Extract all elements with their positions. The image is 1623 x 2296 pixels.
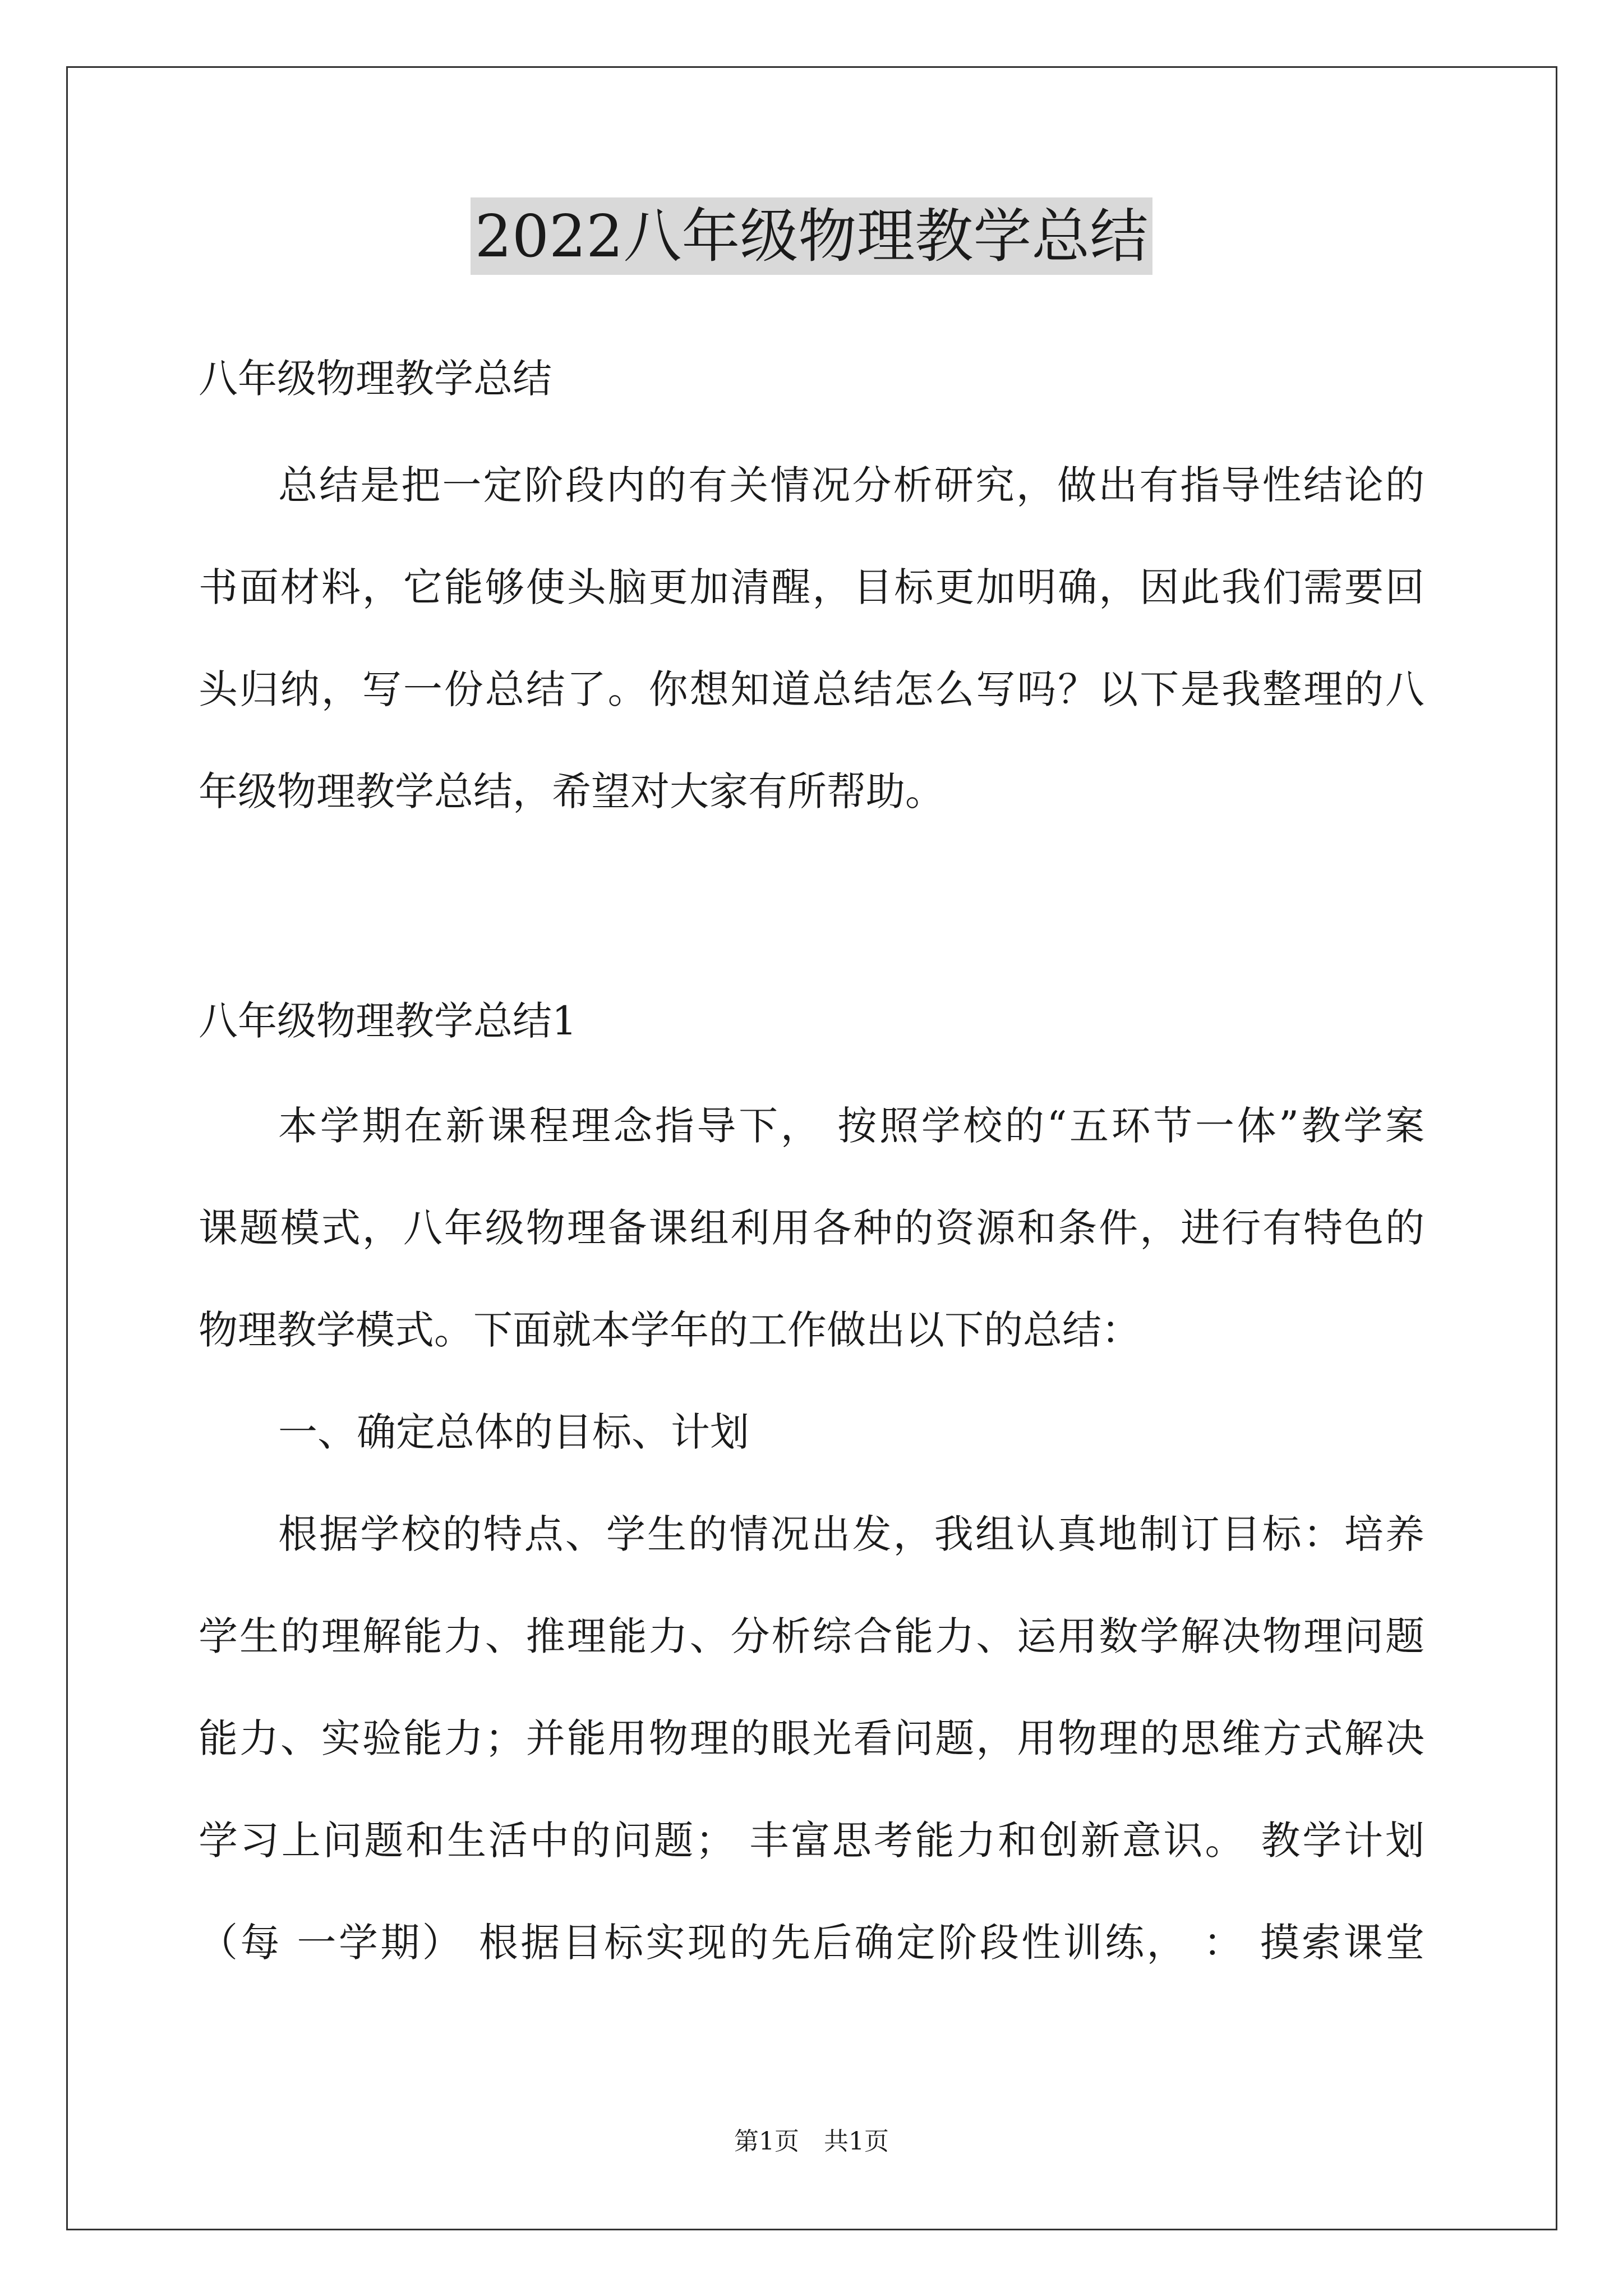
para2-line-5: （每 一学期） 根据目标实现的先后确定阶段性训练， ： 摸索课堂 xyxy=(199,1920,1424,1966)
para2-line-4: 学习上问题和生活中的问题； 丰富思考能力和创新意识。 教学计划 xyxy=(199,1818,1424,1864)
intro-line-2: 书面材料，它能够使头脑更加清醒，目标更加明确，因此我们需要回 xyxy=(199,564,1424,610)
title-container xyxy=(0,197,1623,275)
intro-line-4: 年级物理教学总结，希望对大家有所帮助。 xyxy=(199,769,944,815)
para1-line-2: 课题模式，八年级物理备课组利用各种的资源和条件，进行有特色的 xyxy=(199,1205,1424,1251)
para1-line-3: 物理教学模式。下面就本学年的工作做出以下的总结： xyxy=(199,1307,1141,1353)
intro-line-1: 总结是把一定阶段内的有关情况分析研究，做出有指导性结论的 xyxy=(278,462,1424,508)
intro-line-3: 头归纳，写一份总结了。你想知道总结怎么写吗？以下是我整理的八 xyxy=(199,666,1424,712)
para2-line-2: 学生的理解能力、推理能力、分析综合能力、运用数学解决物理问题 xyxy=(199,1613,1424,1659)
heading-summary-1: 八年级物理教学总结1 xyxy=(199,998,577,1044)
section-title-1: 一、确定总体的目标、计划 xyxy=(278,1409,749,1455)
para2-line-1: 根据学校的特点、学生的情况出发，我组认真地制订目标：培养 xyxy=(278,1511,1424,1557)
para2-line-3: 能力、实验能力；并能用物理的眼光看问题，用物理的思维方式解决 xyxy=(199,1715,1424,1761)
heading-summary: 八年级物理教学总结 xyxy=(199,356,552,402)
para1-line-1: 本学期在新课程理念指导下， 按照学校的“五环节一体”教学案 xyxy=(278,1103,1424,1149)
document-title: 2022八年级物理教学总结 xyxy=(471,197,1153,275)
page-footer: 第1页 共1页 xyxy=(734,2127,889,2156)
